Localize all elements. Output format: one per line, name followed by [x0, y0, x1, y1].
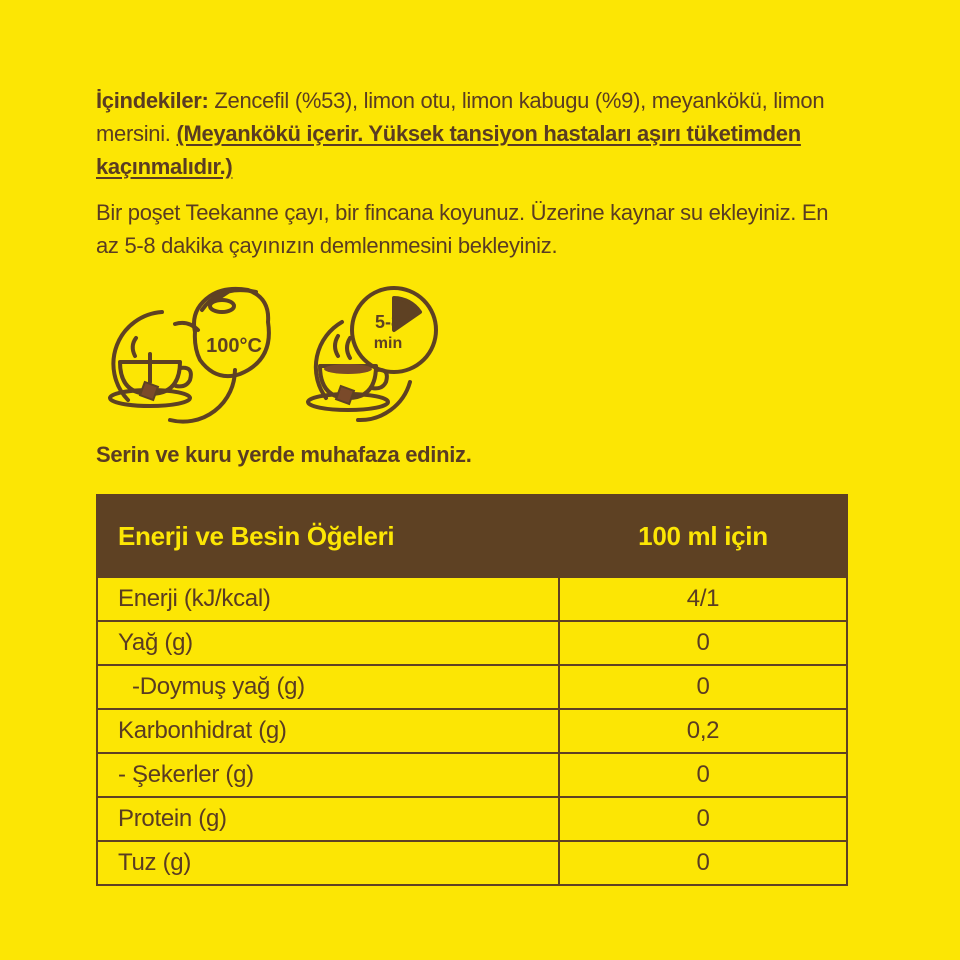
temperature-label: 100°C	[206, 335, 262, 357]
nutrient-label: - Şekerler (g)	[97, 753, 559, 797]
nutrient-label: Yağ (g)	[97, 621, 559, 665]
tea-bag-icon-2	[336, 386, 354, 404]
brewing-instructions: Bir poşet Teekanne çayı, bir fincana koyunuz. Üzerine kaynar su ekleyiniz. En az 5-8 dakika çayınızın demlenmesini bekleyiniz.	[96, 200, 829, 258]
licorice-warning: (Meyankökü içerir. Yüksek tansiyon hastaları aşırı tüketimden kaçınmalıdır.)	[96, 121, 801, 179]
nutrition-header-label: Enerji ve Besin Öğeleri	[97, 495, 559, 577]
nutrient-value: 0	[559, 797, 847, 841]
nutrient-value: 0,2	[559, 709, 847, 753]
nutrient-value: 0	[559, 753, 847, 797]
table-row	[97, 621, 847, 665]
nutrient-value: 0	[559, 841, 847, 885]
table-row	[97, 577, 847, 621]
nutrition-table	[96, 494, 848, 886]
nutrition-header-value: 100 ml için	[559, 495, 847, 577]
ingredients-text	[96, 84, 856, 183]
storage-instructions: Serin ve kuru yerde muhafaza ediniz.	[96, 442, 472, 467]
table-row	[97, 709, 847, 753]
nutrition-header-row	[97, 495, 847, 577]
ingredients-list: Zencefil (%53), limon otu, limon kabugu (%9), meyankökü, limon mersini.	[96, 88, 825, 146]
table-row	[97, 753, 847, 797]
timer-icon	[308, 288, 436, 420]
table-row	[97, 797, 847, 841]
nutrient-value: 0	[559, 621, 847, 665]
tea-bag-icon	[140, 382, 158, 400]
brewed-tea-surface	[324, 364, 372, 374]
table-row	[97, 665, 847, 709]
table-row	[97, 841, 847, 885]
nutrient-label: Karbonhidrat (g)	[97, 709, 559, 753]
nutrient-label: -Doymuş yağ (g)	[97, 665, 559, 709]
nutrient-value: 4/1	[559, 577, 847, 621]
timer-unit: min	[373, 335, 403, 352]
ingredients-label: İçindekiler:	[96, 88, 209, 113]
nutrient-label: Tuz (g)	[97, 841, 559, 885]
brewing-icons	[90, 270, 450, 430]
nutrient-label: Enerji (kJ/kcal)	[97, 577, 559, 621]
nutrient-label: Protein (g)	[97, 797, 559, 841]
nutrient-value: 0	[559, 665, 847, 709]
timer-minutes: 5-8	[374, 312, 402, 332]
